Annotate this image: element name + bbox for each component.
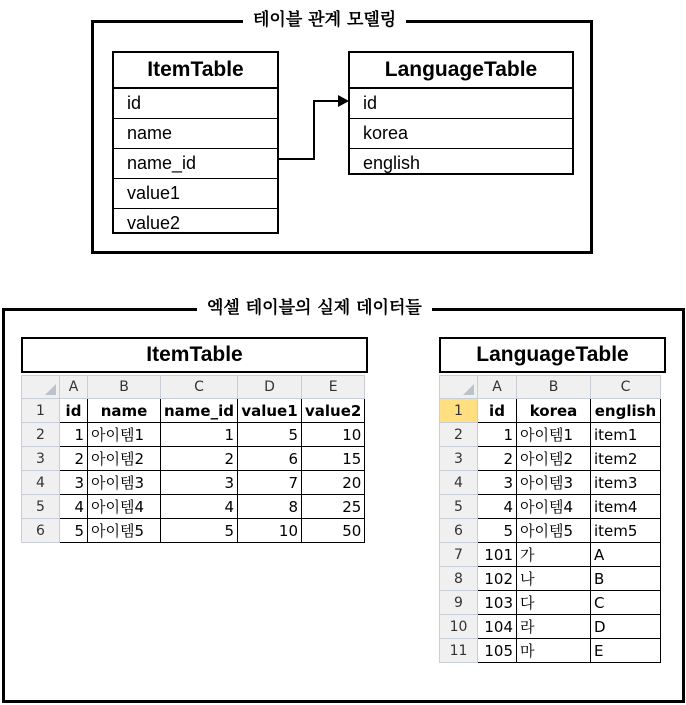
- cell[interactable]: 101: [478, 543, 517, 567]
- cell[interactable]: 10: [238, 519, 302, 543]
- table-row: [440, 519, 661, 543]
- cell[interactable]: 10: [302, 423, 365, 447]
- row-header[interactable]: 7: [440, 543, 478, 567]
- row-header[interactable]: 11: [440, 639, 478, 663]
- cell[interactable]: 7: [238, 471, 302, 495]
- cell[interactable]: D: [591, 615, 661, 639]
- row-header[interactable]: 4: [440, 471, 478, 495]
- col-header[interactable]: C: [591, 376, 661, 399]
- excel-title: 엑셀 테이블의 실제 데이터들: [197, 297, 432, 319]
- cell[interactable]: 1: [161, 423, 238, 447]
- row-header[interactable]: 8: [440, 567, 478, 591]
- item-entity-field-value1: value1: [114, 179, 277, 209]
- cell[interactable]: 1: [478, 423, 517, 447]
- cell[interactable]: E: [591, 639, 661, 663]
- col-header[interactable]: D: [238, 376, 302, 399]
- col-header[interactable]: C: [161, 376, 238, 399]
- row-header[interactable]: 6: [440, 519, 478, 543]
- row-header[interactable]: 2: [440, 423, 478, 447]
- row-header[interactable]: 3: [440, 447, 478, 471]
- cell[interactable]: 4: [60, 495, 88, 519]
- cell[interactable]: 8: [238, 495, 302, 519]
- table-row: [22, 495, 365, 519]
- language-entity-field-id: id: [350, 89, 572, 119]
- cell[interactable]: 3: [60, 471, 88, 495]
- cell[interactable]: 4: [478, 495, 517, 519]
- cell[interactable]: 5: [238, 423, 302, 447]
- cell[interactable]: 5: [161, 519, 238, 543]
- row-header[interactable]: 6: [22, 519, 60, 543]
- cell[interactable]: 50: [302, 519, 365, 543]
- cell[interactable]: 5: [60, 519, 88, 543]
- cell[interactable]: 1: [60, 423, 88, 447]
- cell[interactable]: 아이템1: [88, 423, 161, 447]
- cell[interactable]: 아이템3: [517, 471, 591, 495]
- row-header[interactable]: 9: [440, 591, 478, 615]
- table-row: [440, 495, 661, 519]
- col-header[interactable]: E: [302, 376, 365, 399]
- cell[interactable]: 4: [161, 495, 238, 519]
- cell[interactable]: 102: [478, 567, 517, 591]
- cell[interactable]: item5: [591, 519, 661, 543]
- cell[interactable]: 아이템5: [517, 519, 591, 543]
- cell[interactable]: 5: [478, 519, 517, 543]
- row-header[interactable]: 1: [22, 399, 60, 423]
- table-row: [440, 639, 661, 663]
- cell[interactable]: 2: [161, 447, 238, 471]
- row-header[interactable]: 4: [22, 471, 60, 495]
- cell[interactable]: 103: [478, 591, 517, 615]
- item-sheet: [21, 375, 365, 543]
- cell[interactable]: 2: [478, 447, 517, 471]
- item-entity-field-value2: value2: [127, 213, 181, 233]
- col-header[interactable]: A: [60, 376, 88, 399]
- cell[interactable]: 25: [302, 495, 365, 519]
- row-header[interactable]: 5: [22, 495, 60, 519]
- cell[interactable]: 3: [478, 471, 517, 495]
- header-cell[interactable]: value1: [238, 399, 302, 423]
- col-header[interactable]: A: [478, 376, 517, 399]
- row-header[interactable]: 10: [440, 615, 478, 639]
- cell[interactable]: 가: [517, 543, 591, 567]
- modeling-title: 테이블 관계 모델링: [243, 9, 406, 31]
- table-row: [440, 471, 661, 495]
- cell[interactable]: 아이템5: [88, 519, 161, 543]
- header-cell[interactable]: english: [591, 399, 661, 423]
- cell[interactable]: 아이템4: [88, 495, 161, 519]
- language-entity-name: LanguageTable: [350, 53, 572, 89]
- row-header[interactable]: 2: [22, 423, 60, 447]
- header-cell[interactable]: id: [478, 399, 517, 423]
- relation-arrow: [0, 0, 686, 260]
- cell[interactable]: 라: [517, 615, 591, 639]
- sheet-corner[interactable]: [440, 376, 478, 399]
- col-header[interactable]: B: [517, 376, 591, 399]
- item-entity-field-name-id: name_id: [114, 149, 277, 179]
- arrowhead-icon: [338, 95, 349, 107]
- cell[interactable]: 다: [517, 591, 591, 615]
- language-sheet: [439, 375, 661, 663]
- table-row: [22, 519, 365, 543]
- cell[interactable]: 아이템2: [88, 447, 161, 471]
- cell[interactable]: 104: [478, 615, 517, 639]
- sheet-corner[interactable]: [22, 376, 60, 399]
- table-row: [440, 591, 661, 615]
- col-header[interactable]: B: [88, 376, 161, 399]
- table-row: [440, 447, 661, 471]
- header-cell[interactable]: name: [88, 399, 161, 423]
- table-row: [440, 567, 661, 591]
- item-entity-field-name: name: [114, 119, 277, 149]
- item-entity-field-id: id: [114, 89, 277, 119]
- cell[interactable]: 마: [517, 639, 591, 663]
- cell[interactable]: 아이템3: [88, 471, 161, 495]
- table-row: [22, 423, 365, 447]
- header-cell[interactable]: name_id: [161, 399, 238, 423]
- cell[interactable]: 2: [60, 447, 88, 471]
- cell[interactable]: 6: [238, 447, 302, 471]
- table-row: [22, 471, 365, 495]
- row-header-selected[interactable]: 1: [440, 399, 478, 423]
- cell[interactable]: item1: [591, 423, 661, 447]
- cell[interactable]: 3: [161, 471, 238, 495]
- language-sheet-caption: LanguageTable: [439, 337, 666, 373]
- cell[interactable]: 나: [517, 567, 591, 591]
- cell[interactable]: C: [591, 591, 661, 615]
- cell[interactable]: 15: [302, 447, 365, 471]
- cell[interactable]: B: [591, 567, 661, 591]
- table-row: [440, 423, 661, 447]
- cell[interactable]: 105: [478, 639, 517, 663]
- cell[interactable]: 아이템4: [517, 495, 591, 519]
- cell[interactable]: 아이템2: [517, 447, 591, 471]
- table-row: [440, 543, 661, 567]
- cell[interactable]: A: [591, 543, 661, 567]
- row-header[interactable]: 3: [22, 447, 60, 471]
- cell[interactable]: 20: [302, 471, 365, 495]
- cell[interactable]: item4: [591, 495, 661, 519]
- table-row: [440, 615, 661, 639]
- cell[interactable]: item2: [591, 447, 661, 471]
- language-entity-field-korea: korea: [350, 119, 572, 149]
- item-sheet-caption: ItemTable: [21, 337, 368, 373]
- cell[interactable]: 아이템1: [517, 423, 591, 447]
- header-cell[interactable]: korea: [517, 399, 591, 423]
- header-cell[interactable]: value2: [302, 399, 365, 423]
- row-header[interactable]: 5: [440, 495, 478, 519]
- cell[interactable]: item3: [591, 471, 661, 495]
- table-row: [22, 447, 365, 471]
- header-cell[interactable]: id: [60, 399, 88, 423]
- item-entity-name: ItemTable: [114, 53, 277, 89]
- language-entity-field-english: english: [363, 153, 421, 173]
